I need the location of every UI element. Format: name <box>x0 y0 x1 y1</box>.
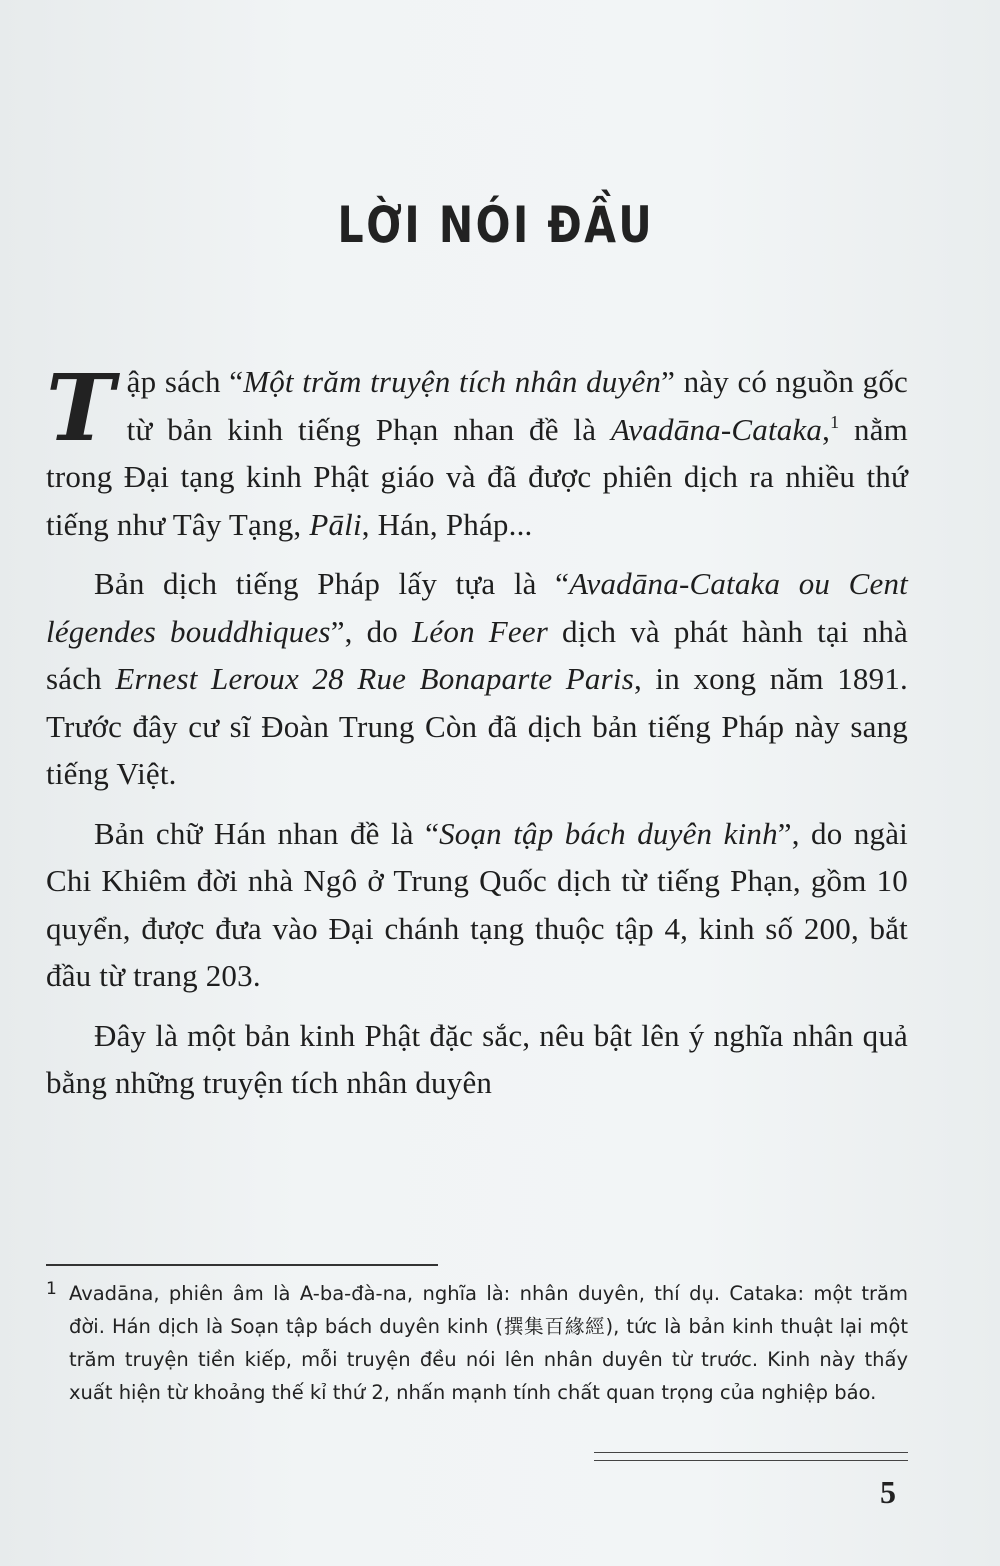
p1-text-g: , Hán, Pháp... <box>361 506 533 542</box>
p3-text-a: Bản chữ Hán nhan đề là “ <box>94 815 440 851</box>
p1-text-c: ” này có nguồn gốc từ bản kinh tiếng Phạn nhan đề là <box>126 364 908 447</box>
body-text <box>46 354 908 1119</box>
footnote-divider <box>46 1264 438 1266</box>
paragraph-3 <box>46 810 908 1000</box>
paragraph-4 <box>46 1012 908 1107</box>
p1-text-a: ập sách “ <box>126 364 244 399</box>
paragraph-2 <box>46 560 908 798</box>
p2-text-g: , in xong năm 1891. Trước đây cư sĩ Đoàn Trung Còn đã dịch bản tiếng Pháp này sang tiếng Việt. <box>46 661 908 791</box>
footnote-number: 1 <box>46 1279 57 1299</box>
footnote <box>46 1277 908 1409</box>
paragraph-1: Tập sách “Một trăm truyện tích nhân duyên” này có nguồn gốc từ bản kinh tiếng Phạn nhan đề là Avadāna-Cataka,$^1$ nằm trong Đại tạng kinh Phật giáo và đã được phiên dịch ra nhiều thứ tiếng như Tây Tạng, Pāli, Hán, Pháp... <box>46 354 908 542</box>
p2-french-title: Avadāna-Cataka ou Cent légendes bouddhiques <box>46 566 908 649</box>
p2-translator: Léon Feer <box>411 613 549 649</box>
p1-sanskrit-title: Avadāna-Cataka <box>610 411 823 447</box>
footnote-ref[interactable]: 1 <box>830 411 840 432</box>
p2-text-a: Bản dịch tiếng Pháp lấy tựa là “ <box>94 566 570 601</box>
page-number: 5 <box>880 1474 896 1510</box>
p1-text-e: nằm trong Đại tạng kinh Phật giáo và đã được phiên dịch ra nhiều thứ tiếng như Tây Tạng, <box>46 411 908 542</box>
page-title: LỜI NÓI ĐẦU <box>337 196 655 254</box>
p4-text-a: Đây là một bản kinh Phật đặc sắc, nêu bật lên ý nghĩa nhân quả bằng những truyện tích nhân duyên <box>46 1017 908 1100</box>
p1-book-title: Một trăm truyện tích nhân duyên <box>243 364 662 399</box>
p3-chinese-title: Soạn tập bách duyên kinh <box>439 815 778 851</box>
page-number-rule <box>594 1452 908 1461</box>
drop-cap: T <box>46 354 115 462</box>
p2-publisher: Ernest Leroux 28 Rue Bonaparte Paris <box>115 661 634 696</box>
p2-text-e: dịch và phát hành tại nhà sách <box>46 613 908 696</box>
footnote-text: Avadāna, phiên âm là A-ba-đà-na, nghĩa là: nhân duyên, thí dụ. Cataka: một trăm đời. Hán dịch là Soạn tập bách duyên kinh (撰集百緣經), tức là bản kinh thuật lại một trăm truyện tiền kiếp, mỗi truyện đều nói lên nhân duyên từ trước. Kinh này thấy xuất hiện từ khoảng thế kỉ thứ 2, nhấn mạnh tính chất quan trọng của nghiệp báo. <box>69 1282 908 1404</box>
p2-text-c: ”, do <box>330 613 412 649</box>
p3-text-c: ”, do ngài Chi Khiêm đời nhà Ngô ở Trung Quốc dịch từ tiếng Phạn, gồm 10 quyển, được đưa vào Đại chánh tạng thuộc tập 4, kinh số 200, bắt đầu từ trang 203. <box>46 815 908 993</box>
p1-pali: Pāli <box>309 506 362 542</box>
